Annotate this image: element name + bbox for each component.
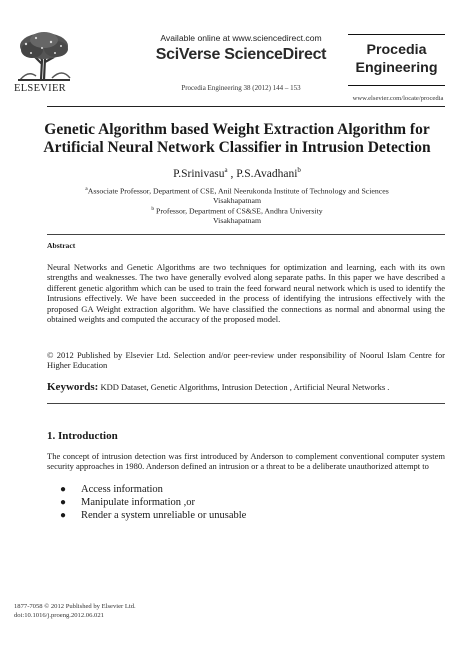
introduction-text: The concept of intrusion detection was first introduced by Anderson to complement conventional computer system security approaches in 1980. Anderson defined an intrusion or a threat to be a deliberate unauthorized attempt to — [47, 451, 445, 472]
paper-title — [30, 121, 444, 157]
affiliation-mark: a — [85, 186, 88, 192]
author-affiliation-mark: b — [297, 166, 301, 174]
footer — [14, 603, 136, 620]
abstract-bottom-divider — [47, 403, 445, 404]
threat-list — [47, 483, 387, 523]
list-item: ● Render a system unreliable or unusable — [60, 510, 247, 522]
paper-title-line1: Genetic Algorithm based Weight Extraction Algorithm for — [44, 121, 430, 138]
bullet-icon: ● — [60, 484, 67, 495]
author-name: P.S.Avadhani — [236, 167, 298, 180]
bullet-icon: ● — [60, 497, 67, 509]
keywords-label: Keywords: — [47, 381, 99, 393]
publisher-logo-text: ELSEVIER — [14, 83, 66, 94]
journal-name-box — [348, 34, 445, 86]
journal-name — [348, 35, 445, 77]
affiliation-text: Associate Professor, Department of CSE, Anil Neerukonda Institute of Technology and Sciences — [87, 186, 389, 196]
bullet-icon: ● — [60, 510, 67, 522]
list-item: ● Manipulate information ,or — [60, 497, 196, 509]
affiliation-a — [30, 185, 444, 205]
author-list — [30, 166, 444, 180]
copyright-notice: © 2012 Published by Elsevier Ltd. Selection and/or peer-review under responsibility of Noorul Islam Centre for Higher Education — [47, 350, 445, 371]
journal-name-line1: Procedia — [366, 42, 427, 58]
platform-name: SciVerse ScienceDirect — [155, 46, 327, 63]
keywords — [47, 381, 445, 393]
publisher-logo — [14, 30, 76, 94]
author-separator: , — [227, 167, 237, 180]
keywords-list: KDD Dataset, Genetic Algorithms, Intrusion Detection , Artificial Neural Networks . — [98, 382, 390, 392]
affiliation-text: Professor, Department of CS&SE, Andhra University — [154, 206, 323, 216]
header-divider — [47, 106, 445, 107]
abstract-top-divider — [47, 234, 445, 235]
author-affiliation-mark: a — [224, 166, 228, 174]
journal-url-link[interactable]: www.elsevier.com/locate/procedia — [352, 95, 444, 102]
affiliation-city: Visakhapatnam — [212, 196, 262, 205]
affiliation-mark: b — [151, 206, 155, 212]
author-name: P.Srinivasu — [173, 167, 225, 180]
section-heading: 1. Introduction — [47, 430, 118, 442]
abstract-heading: Abstract — [47, 241, 76, 250]
affiliation-city: Visakhapatnam — [212, 216, 262, 225]
journal-name-line2: Engineering — [355, 60, 438, 76]
issn-line: 1877-7058 © 2012 Published by Elsevier Ltd. — [14, 603, 136, 610]
list-item: ● Access information — [60, 484, 163, 495]
affiliation-b — [30, 205, 444, 225]
tree-logo-icon — [14, 30, 74, 82]
journal-reference: Procedia Engineering 38 (2012) 144 – 153 — [181, 84, 301, 92]
paper-title-line2: Artificial Neural Network Classifier in Intrusion Detection — [43, 139, 431, 156]
doi-link[interactable]: doi:10.1016/j.proeng.2012.06.021 — [14, 611, 104, 619]
available-online-link[interactable]: Available online at www.sciencedirect.com — [160, 33, 322, 43]
abstract-text: Neural Networks and Genetic Algorithms are two techniques for optimization and learning, each with its own strengths and weaknesses. The two have generally evolved along separate paths. In this paper we have described a different genetic algorithm which can be used to train the feed forward neural network which is used to identify the Intrusions effectively. We have been succeeded in the process of identifying the intrusions effectively with the proposed GA Weight extraction algorithm. We have classified the connections as normal and abnormal using the obtained weights and computed the accuracy of the proposed model. — [47, 262, 445, 325]
